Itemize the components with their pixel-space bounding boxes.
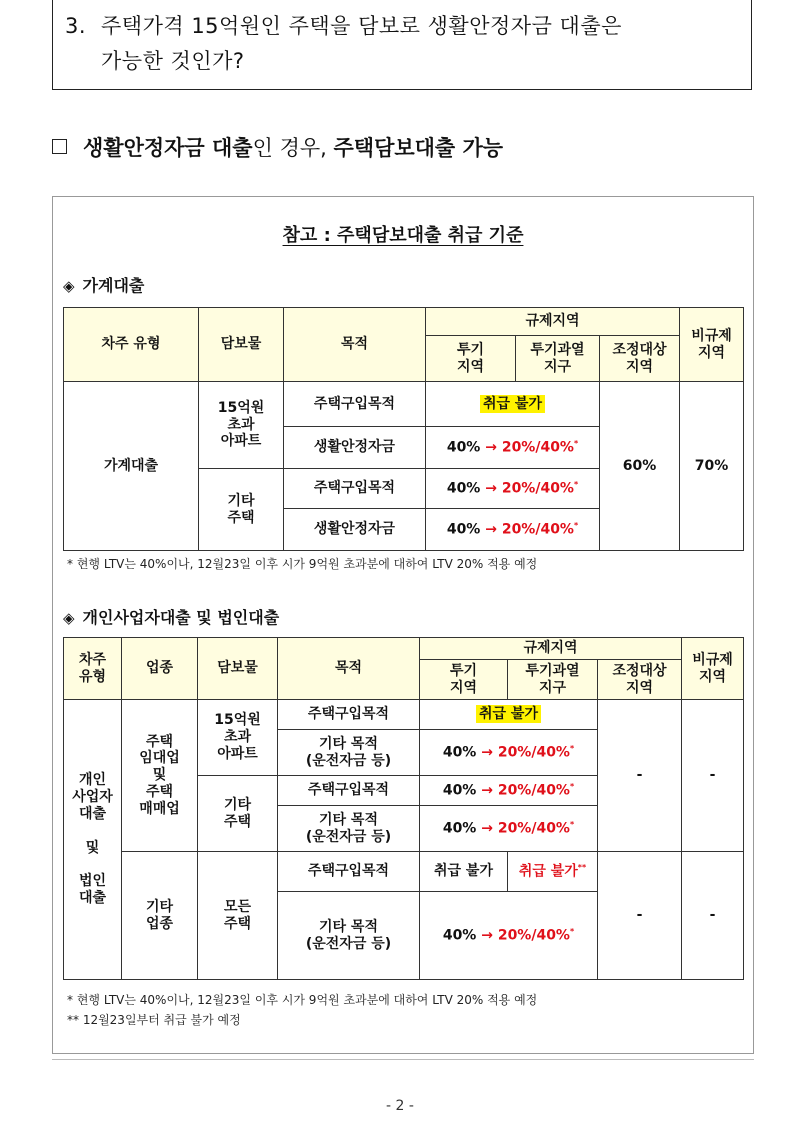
question-number: 3.: [65, 14, 87, 38]
footnote-2: * 현행 LTV는 40%이나, 12월23일 이후 시가 9억원 초과분에 대하여 LTV 20% 적용 예정: [67, 993, 538, 1007]
question-line-2: 가능한 것인가?: [101, 49, 245, 73]
borrower-household: 가계대출: [64, 382, 199, 551]
header-borrower: 차주 유형: [64, 308, 199, 382]
page-number: - 2 -: [386, 1098, 414, 1114]
purpose-purchase: 주택구입목적: [278, 852, 420, 892]
purpose-other: 기타 목적 (운전자금 등): [278, 730, 420, 776]
cell-nonreg-dash: -: [682, 852, 744, 980]
industry-other: 기타 업종: [122, 852, 198, 980]
borrower-business: 개인 사업자 대출 및 법인 대출: [64, 700, 122, 980]
header-regulated: 규제지역: [426, 308, 680, 336]
header-adjusted: 조정대상 지역: [598, 660, 682, 700]
header-regulated: 규제지역: [420, 638, 682, 660]
header-overheated: 투기과열 지구: [508, 660, 598, 700]
collateral-all: 모든 주택: [198, 852, 278, 980]
divider: [52, 1059, 754, 1060]
cell-not-allowed-overheated: 취급 불가**: [508, 852, 598, 892]
header-nonregulated: 비규제 지역: [682, 638, 744, 700]
question-line-1: [65, 10, 622, 40]
cell-ltv: 40% → 20%/40%*: [426, 509, 600, 551]
header-collateral: 담보물: [198, 638, 278, 700]
header-speculative: 투기 지역: [426, 336, 516, 382]
purpose-purchase: 주택구입목적: [284, 382, 426, 427]
footnote-1: * 현행 LTV는 40%이나, 12월23일 이후 시가 9억원 초과분에 대하여 LTV 20% 적용 예정: [67, 557, 538, 571]
header-nonregulated: 비규제 지역: [680, 308, 744, 382]
answer-bold-2: 주택담보대출 가능: [333, 136, 504, 160]
collateral-other: 기타 주택: [198, 776, 278, 852]
cell-not-allowed: 취급 불가: [420, 700, 598, 730]
cell-ltv: 40% → 20%/40%*: [426, 469, 600, 509]
collateral-other: 기타 주택: [199, 469, 284, 551]
diamond-icon: ◈: [63, 277, 75, 295]
answer-bold-1: 생활안정자금 대출: [83, 136, 253, 160]
answer-line: [52, 132, 503, 162]
business-loan-table: [63, 637, 744, 980]
cell-not-allowed-speculative: 취급 불가: [420, 852, 508, 892]
header-speculative: 투기 지역: [420, 660, 508, 700]
cell-adjusted-dash: -: [598, 700, 682, 852]
section-title-household: ◈ 가계대출: [63, 276, 145, 295]
checkbox-icon: [52, 139, 67, 154]
cell-ltv: 40% → 20%/40%*: [420, 892, 598, 980]
cell-ltv: 40% → 20%/40%*: [426, 427, 600, 469]
answer-plain: 인 경우,: [252, 136, 334, 160]
footnote-3: ** 12월23일부터 취급 불가 예정: [67, 1013, 241, 1027]
header-overheated: 투기과열 지구: [516, 336, 600, 382]
cell-adjusted-ltv: 60%: [600, 382, 680, 551]
purpose-other: 기타 목적 (운전자금 등): [278, 892, 420, 980]
header-borrower: 차주 유형: [64, 638, 122, 700]
purpose-purchase: 주택구입목적: [278, 776, 420, 806]
reference-title: 참고 : 주택담보대출 취급 기준: [282, 225, 524, 246]
question-text-1: 주택가격 15억원인 주택을 담보로 생활안정자금 대출은: [101, 14, 622, 38]
cell-ltv: 40% → 20%/40%*: [420, 806, 598, 852]
diamond-icon: ◈: [63, 609, 75, 627]
question-box: [52, 0, 752, 90]
header-collateral: 담보물: [199, 308, 284, 382]
cell-nonreg-ltv: 70%: [680, 382, 744, 551]
header-purpose: 목적: [284, 308, 426, 382]
section-title-business: ◈ 개인사업자대출 및 법인대출: [63, 608, 280, 627]
purpose-living: 생활안정자금: [284, 509, 426, 551]
cell-ltv: 40% → 20%/40%*: [420, 776, 598, 806]
cell-nonreg-dash: -: [682, 700, 744, 852]
reference-box: [52, 196, 754, 1054]
household-loan-table: [63, 307, 744, 551]
header-adjusted: 조정대상 지역: [600, 336, 680, 382]
purpose-purchase: 주택구입목적: [284, 469, 426, 509]
purpose-purchase: 주택구입목적: [278, 700, 420, 730]
cell-adjusted-dash: -: [598, 852, 682, 980]
collateral-apt: 15억원 초과 아파트: [198, 700, 278, 776]
header-industry: 업종: [122, 638, 198, 700]
cell-ltv: 40% → 20%/40%*: [420, 730, 598, 776]
industry-rental: 주택 임대업 및 주택 매매업: [122, 700, 198, 852]
header-purpose: 목적: [278, 638, 420, 700]
cell-not-allowed: 취급 불가: [426, 382, 600, 427]
purpose-living: 생활안정자금: [284, 427, 426, 469]
purpose-other: 기타 목적 (운전자금 등): [278, 806, 420, 852]
collateral-apt: 15억원 초과 아파트: [199, 382, 284, 469]
